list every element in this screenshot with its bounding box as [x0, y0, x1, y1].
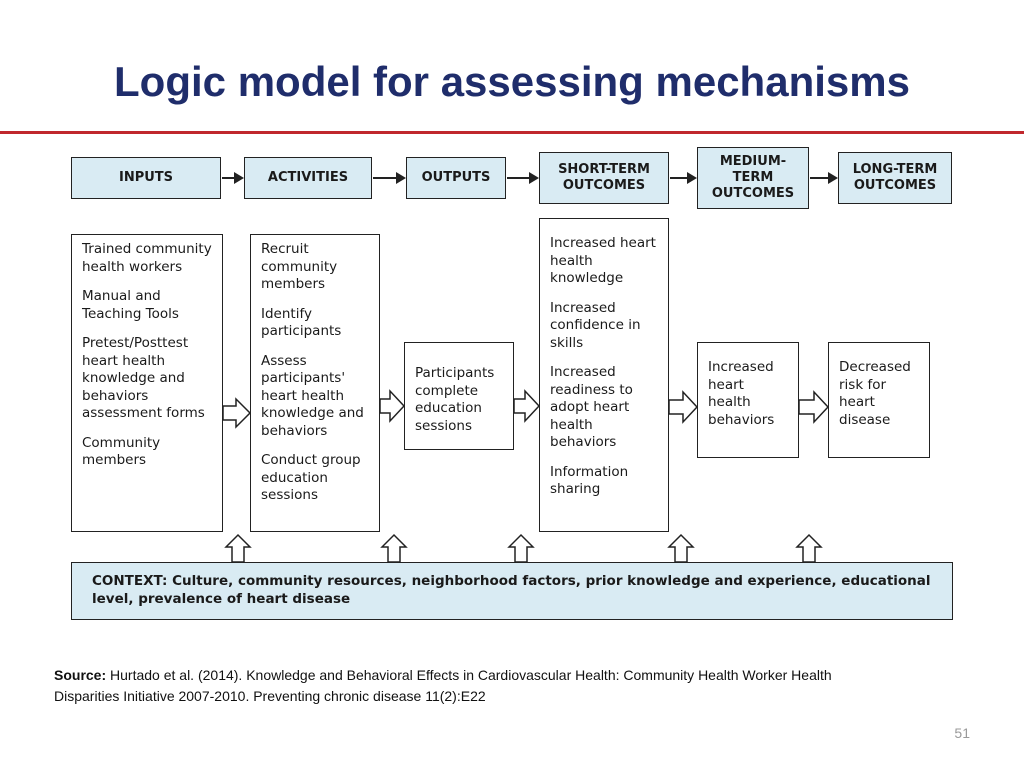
short-term-item: Increased readiness to adopt heart health behaviors [550, 364, 633, 450]
inputs-item: Community members [82, 434, 161, 468]
medium-term-item: Increased heart health behaviors [708, 359, 775, 428]
hollow-arrow-short-to-medium-term-icon [669, 392, 697, 422]
arrow-short-to-medium-term-icon [670, 172, 697, 184]
up-arrow-short-term-icon [669, 535, 693, 562]
header-short-term-line-2: OUTCOMES [562, 178, 646, 193]
header-long-term-line-1: LONG-TERM [852, 162, 938, 177]
up-arrow-medium-term-icon [797, 535, 821, 562]
short-term-item: Information sharing [550, 463, 629, 497]
context-text: CONTEXT: Culture, community resources, neighborhood factors, prior knowledge and experience, educational level, prevalence of heart disease [92, 573, 931, 607]
header-activities-label: ACTIVITIES [267, 170, 349, 185]
up-arrow-outputs-icon [509, 535, 533, 562]
activities-item: Assess participants' heart health knowledge and behaviors [261, 352, 364, 439]
arrow-inputs-to-activities-icon [222, 172, 244, 184]
page-number: 51 [954, 725, 970, 741]
header-medium-term-line-3: OUTCOMES [711, 186, 795, 201]
inputs-item: Manual and Teaching Tools [82, 288, 179, 322]
source-citation [54, 665, 844, 707]
arrow-medium-to-long-term-icon [810, 172, 838, 184]
slide-title: Logic model for assessing mechanisms [114, 58, 910, 105]
arrow-outputs-to-short-term-icon [507, 172, 539, 184]
outputs-item: Participants complete education sessions [415, 365, 495, 434]
source-label: Source: [54, 667, 107, 683]
logic-model-diagram [66, 145, 956, 625]
hollow-arrow-inputs-to-activities-icon [223, 399, 250, 427]
activities-item: Identify participants [261, 305, 342, 339]
inputs-item: Trained community health workers [82, 241, 212, 275]
source-text: Hurtado et al. (2014). Knowledge and Behavioral Effects in Cardiovascular Health: Community Health Worker Health Disparities Initiative 2007-2010. Preventing chronic disease 11(2):E22 [54, 667, 832, 704]
header-outputs-label: OUTPUTS [421, 170, 491, 185]
header-medium-term-line-1: MEDIUM- [719, 154, 787, 169]
title-divider [0, 131, 1024, 134]
header-medium-term-line-2: TERM [732, 170, 774, 185]
connector-arrows [66, 145, 956, 625]
short-term-item: Increased heart health knowledge [550, 235, 656, 286]
hollow-arrow-medium-to-long-term-icon [799, 392, 828, 422]
long-term-item: Decreased risk for heart disease [839, 359, 911, 428]
up-arrow-inputs-icon [226, 535, 250, 562]
arrow-activities-to-outputs-icon [373, 172, 406, 184]
header-short-term-line-1: SHORT-TERM [558, 162, 650, 177]
short-term-item: Increased confidence in skills [550, 299, 641, 351]
activities-item: Recruit community members [261, 241, 338, 292]
activities-item: Conduct group education sessions [261, 452, 361, 503]
hollow-arrow-outputs-to-short-term-icon [514, 391, 539, 421]
header-inputs-label: INPUTS [118, 170, 174, 185]
inputs-item: Pretest/Posttest heart health knowledge and behaviors assessment forms [82, 335, 205, 421]
hollow-arrow-activities-to-outputs-icon [380, 391, 404, 421]
up-arrow-activities-icon [382, 535, 406, 562]
header-long-term-line-2: OUTCOMES [853, 178, 937, 193]
